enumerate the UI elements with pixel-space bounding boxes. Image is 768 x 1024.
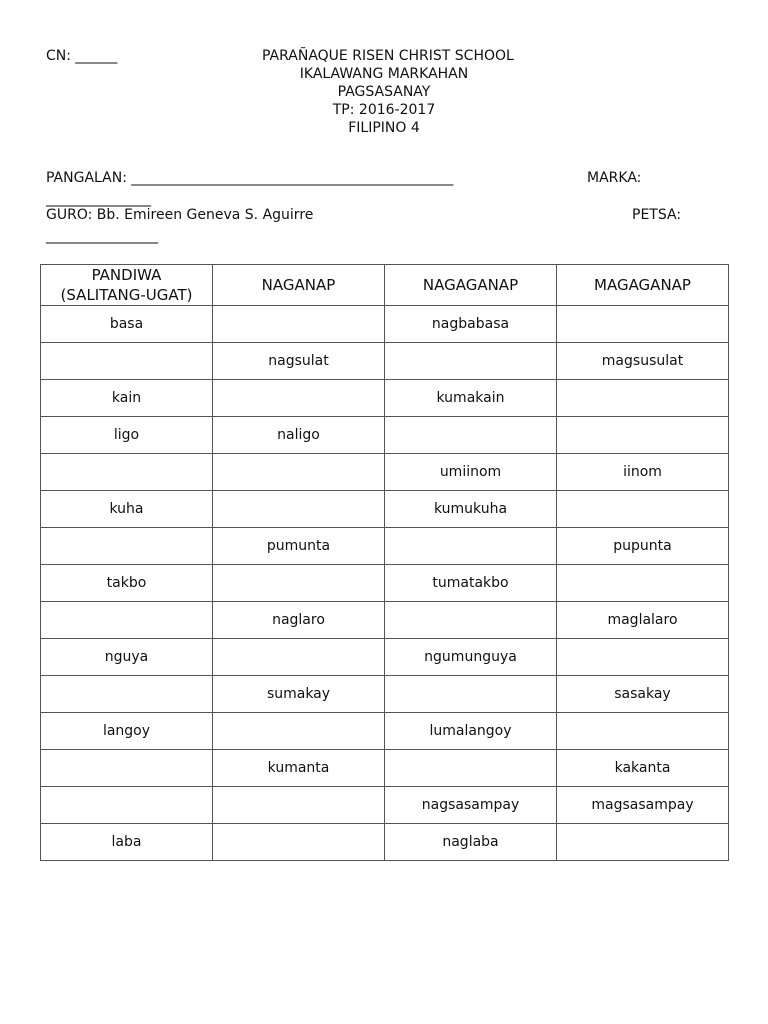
cell-nagaganap: [385, 528, 557, 565]
quarter-title: [0, 65, 768, 83]
cell-salitang-ugat: basa: [41, 306, 213, 343]
petsa-label: PETSA:: [632, 207, 682, 223]
cell-magaganap: [557, 306, 729, 343]
cell-salitang-ugat: ligo: [41, 417, 213, 454]
cell-salitang-ugat: nguya: [41, 639, 213, 676]
school-name: PARAÑAQUE RISEN CHRIST SCHOOL: [262, 48, 514, 64]
cell-nagaganap: tumatakbo: [385, 565, 557, 602]
cell-salitang-ugat: [41, 602, 213, 639]
cell-naganap: [213, 713, 385, 750]
cell-naganap: pumunta: [213, 528, 385, 565]
cell-salitang-ugat: [41, 343, 213, 380]
table-row: [41, 713, 729, 750]
cell-nagaganap: ngumunguya: [385, 639, 557, 676]
cell-salitang-ugat: laba: [41, 824, 213, 861]
table-row: [41, 639, 729, 676]
table-row: [41, 528, 729, 565]
cell-magaganap: maglalaro: [557, 602, 729, 639]
school-year: TP: 2016-2017: [332, 102, 436, 118]
table-row: [41, 565, 729, 602]
marka-label: MARKA:: [587, 170, 642, 186]
subject-title: FILIPINO 4: [348, 120, 420, 136]
cell-magaganap: pupunta: [557, 528, 729, 565]
quarter-title-text: IKALAWANG MARKAHAN: [299, 66, 469, 82]
cell-nagaganap: naglaba: [385, 824, 557, 861]
table-row: [41, 602, 729, 639]
cell-nagaganap: umiinom: [385, 454, 557, 491]
cell-salitang-ugat: takbo: [41, 565, 213, 602]
table-row: [41, 306, 729, 343]
cn-field: CN: ______: [46, 48, 118, 64]
cell-magaganap: [557, 824, 729, 861]
cell-magaganap: [557, 639, 729, 676]
cell-salitang-ugat: kuha: [41, 491, 213, 528]
cell-magaganap: [557, 565, 729, 602]
marka-line: _______________: [46, 191, 151, 207]
cell-nagaganap: [385, 417, 557, 454]
cell-naganap: naglaro: [213, 602, 385, 639]
verb-table: [40, 264, 729, 861]
cell-salitang-ugat: [41, 454, 213, 491]
cell-naganap: [213, 306, 385, 343]
cell-naganap: [213, 380, 385, 417]
pangalan-field: PANGALAN: ______________________________________________: [46, 170, 454, 186]
cell-salitang-ugat: [41, 676, 213, 713]
table-body: [41, 306, 729, 861]
table-row: [41, 380, 729, 417]
table-row: [41, 750, 729, 787]
header-naganap: NAGANAP: [213, 265, 385, 306]
cell-naganap: [213, 565, 385, 602]
cell-nagaganap: [385, 676, 557, 713]
cell-magaganap: magsasampay: [557, 787, 729, 824]
cell-magaganap: sasakay: [557, 676, 729, 713]
cell-naganap: [213, 454, 385, 491]
cell-naganap: [213, 824, 385, 861]
cell-salitang-ugat: [41, 787, 213, 824]
cell-nagaganap: kumakain: [385, 380, 557, 417]
header-pandiwa-line2: (SALITANG-UGAT): [60, 286, 193, 304]
table-row: [41, 343, 729, 380]
cell-magaganap: [557, 380, 729, 417]
table-row: [41, 454, 729, 491]
cell-nagaganap: [385, 602, 557, 639]
activity-title: PAGSASANAY: [337, 84, 431, 100]
cell-nagaganap: kumukuha: [385, 491, 557, 528]
cell-magaganap: [557, 491, 729, 528]
cell-naganap: sumakay: [213, 676, 385, 713]
cell-nagaganap: nagsasampay: [385, 787, 557, 824]
cell-salitang-ugat: [41, 750, 213, 787]
table-row: [41, 491, 729, 528]
cell-naganap: naligo: [213, 417, 385, 454]
cell-salitang-ugat: langoy: [41, 713, 213, 750]
cell-naganap: [213, 639, 385, 676]
cell-magaganap: magsusulat: [557, 343, 729, 380]
header-nagaganap: NAGAGANAP: [385, 265, 557, 306]
header-pandiwa: [41, 265, 213, 306]
cell-naganap: [213, 491, 385, 528]
cell-naganap: kumanta: [213, 750, 385, 787]
cell-nagaganap: nagbabasa: [385, 306, 557, 343]
petsa-line: ________________: [46, 228, 158, 244]
header-magaganap: MAGAGANAP: [557, 265, 729, 306]
table-row: [41, 417, 729, 454]
cell-magaganap: [557, 417, 729, 454]
cell-magaganap: iinom: [557, 454, 729, 491]
cell-naganap: nagsulat: [213, 343, 385, 380]
table-row: [41, 824, 729, 861]
cell-salitang-ugat: kain: [41, 380, 213, 417]
cell-salitang-ugat: [41, 528, 213, 565]
table-row: [41, 676, 729, 713]
cell-magaganap: [557, 713, 729, 750]
cell-nagaganap: [385, 343, 557, 380]
cell-magaganap: kakanta: [557, 750, 729, 787]
table-row: [41, 787, 729, 824]
cell-nagaganap: lumalangoy: [385, 713, 557, 750]
cell-nagaganap: [385, 750, 557, 787]
cell-naganap: [213, 787, 385, 824]
header-pandiwa-line1: PANDIWA: [91, 266, 162, 284]
table-header-row: [41, 265, 729, 306]
guro-field: GURO: Bb. Emireen Geneva S. Aguirre: [46, 207, 314, 223]
